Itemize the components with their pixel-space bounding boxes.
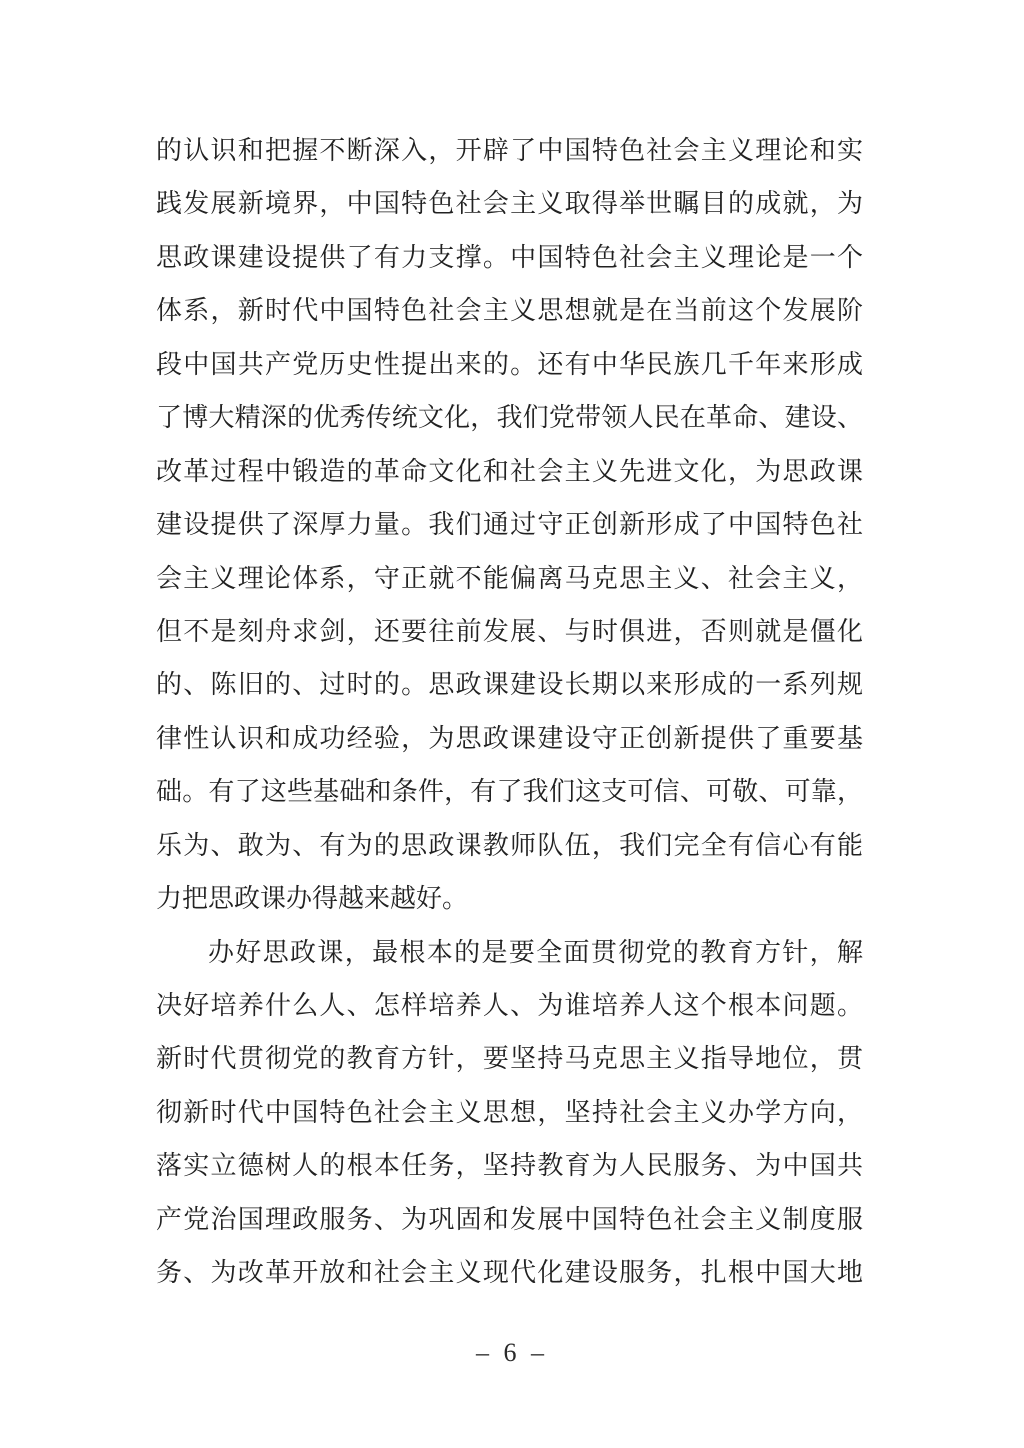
text-line: 础。有了这些基础和条件，有了我们这支可信、可敬、可靠，	[156, 777, 863, 807]
text-line: 但不是刻舟求剑，还要往前发展、与时俱进，否则就是僵化	[156, 616, 863, 646]
page-footer	[0, 1338, 1024, 1368]
text-line: 务、为改革开放和社会主义现代化建设服务，扎根中国大地	[156, 1258, 863, 1288]
text-line: 思政课建设提供了有力支撑。中国特色社会主义理论是一个	[156, 242, 863, 272]
text-line: 力把思政课办得越来越好。	[156, 884, 469, 914]
page-number: – 6 –	[476, 1338, 548, 1367]
text-line: 决好培养什么人、怎样培养人、为谁培养人这个根本问题。	[156, 991, 863, 1020]
text-line: 改革过程中锻造的革命文化和社会主义先进文化，为思政课	[156, 456, 863, 486]
text-line: 建设提供了深厚力量。我们通过守正创新形成了中国特色社	[156, 510, 863, 540]
text-line: 新时代贯彻党的教育方针，要坚持马克思主义指导地位，贯	[156, 1044, 863, 1074]
text-line: 的、陈旧的、过时的。思政课建设长期以来形成的一系列规	[156, 670, 863, 700]
text-line: 会主义理论体系，守正就不能偏离马克思主义、社会主义，	[156, 563, 863, 593]
text-line: 践发展新境界，中国特色社会主义取得举世瞩目的成就，为	[156, 189, 863, 219]
text-line: 彻新时代中国特色社会主义思想，坚持社会主义办学方向，	[156, 1097, 863, 1127]
text-line: 了博大精深的优秀传统文化，我们党带领人民在革命、建设、	[156, 403, 863, 433]
text-line: 产党治国理政服务、为巩固和发展中国特色社会主义制度服	[156, 1204, 863, 1234]
text-line: 律性认识和成功经验，为思政课建设守正创新提供了重要基	[156, 723, 863, 753]
text-line: 乐为、敢为、有为的思政课教师队伍，我们完全有信心有能	[156, 830, 863, 860]
document-body	[156, 124, 863, 1300]
text-line: 体系，新时代中国特色社会主义思想就是在当前这个发展阶	[156, 296, 863, 326]
text-line: 的认识和把握不断深入，开辟了中国特色社会主义理论和实	[156, 136, 863, 165]
text-line: 段中国共产党历史性提出来的。还有中华民族几千年来形成	[156, 349, 863, 379]
text-line: 办好思政课，最根本的是要全面贯彻党的教育方针，解	[208, 937, 863, 967]
text-line: 落实立德树人的根本任务，坚持教育为人民服务、为中国共	[156, 1151, 863, 1181]
